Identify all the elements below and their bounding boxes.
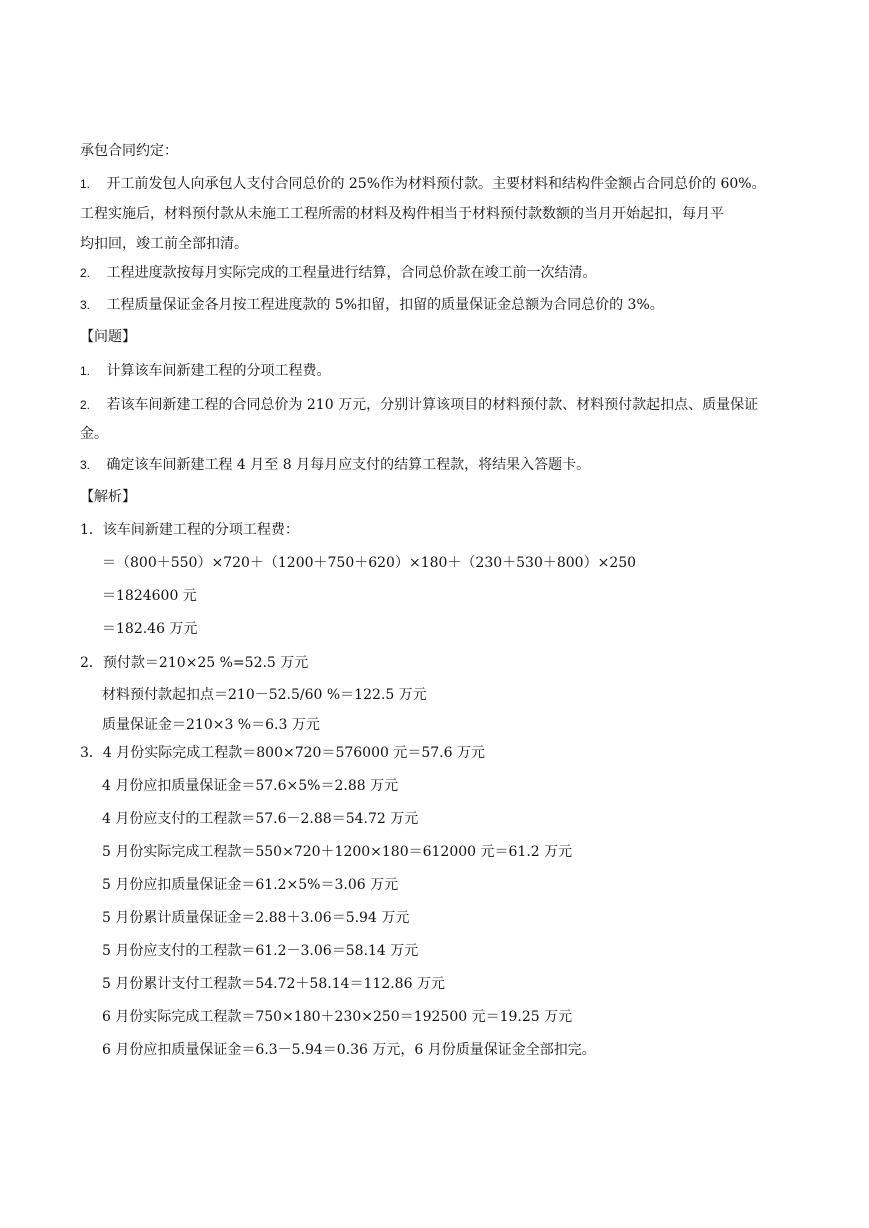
contract-item-3 (80, 295, 800, 315)
analysis-line: 6 月份应扣质量保证金＝6.3－5.94＝0.36 万元，6 月份质量保证金全部扣完。 (102, 1042, 596, 1058)
list-number: 1. (80, 364, 91, 378)
analysis-heading: 【解析】 (80, 489, 136, 505)
analysis-line: ＝（800＋550）×720＋（1200＋750＋620）×180＋（230＋530＋800）×250 (102, 555, 637, 571)
analysis-line: 材料预付款起扣点＝210－52.5/60 %＝122.5 万元 (102, 687, 427, 703)
list-text: 若该车间新建工程的合同总价为 210 万元，分别计算该项目的材料预付款、材料预付款起扣点、质量保证 (106, 397, 759, 413)
contract-heading: 承包合同约定： (80, 143, 178, 159)
list-text: 开工前发包人向承包人支付合同总价的 25%作为材料预付款。主要材料和结构件金额占合同总价的 60%。 (106, 176, 766, 192)
contract-item-1 (80, 174, 800, 194)
list-number: 3. (80, 458, 91, 472)
analysis-line: 5 月份累计质量保证金＝2.88＋3.06＝5.94 万元 (102, 910, 410, 926)
questions-heading: 【问题】 (80, 329, 136, 345)
list-text: 工程质量保证金各月按工程进度款的 5%扣留，扣留的质量保证金总额为合同总价的 3%。 (106, 297, 664, 313)
contract-item-1-cont-1: 工程实施后，材料预付款从未施工工程所需的材料及构件相当于材料预付款数额的当月开始起扣，每月平 (80, 206, 724, 222)
list-number: 2. (80, 266, 91, 280)
analysis-line: 1．该车间新建工程的分项工程费： (80, 522, 299, 538)
analysis-line: 6 月份实际完成工程款＝750×180＋230×250＝192500 元＝19.25 万元 (102, 1009, 573, 1025)
analysis-line: 4 月份应支付的工程款＝57.6－2.88＝54.72 万元 (102, 811, 419, 827)
list-text: 确定该车间新建工程 4 月至 8 月每月应支付的结算工程款，将结果入答题卡。 (106, 457, 591, 473)
list-text: 工程进度款按每月实际完成的工程量进行结算，合同总价款在竣工前一次结清。 (106, 265, 597, 281)
analysis-line: 质量保证金＝210×3 %＝6.3 万元 (102, 717, 320, 733)
question-2 (80, 395, 800, 415)
contract-item-2 (80, 263, 800, 283)
list-number: 2. (80, 398, 91, 412)
analysis-line: ＝182.46 万元 (102, 621, 198, 637)
question-2-cont: 金。 (80, 426, 108, 442)
analysis-line: ＝1824600 元 (102, 588, 197, 604)
list-number: 1. (80, 177, 91, 191)
list-text: 计算该车间新建工程的分项工程费。 (106, 363, 331, 379)
analysis-line: 3．4 月份实际完成工程款＝800×720＝576000 元＝57.6 万元 (80, 745, 485, 761)
question-3 (80, 455, 800, 475)
analysis-line: 2．预付款＝210×25 %=52.5 万元 (80, 655, 309, 671)
analysis-line: 5 月份应支付的工程款＝61.2－3.06＝58.14 万元 (102, 943, 419, 959)
contract-item-1-cont-2: 均扣回，竣工前全部扣清。 (80, 236, 248, 252)
analysis-line: 4 月份应扣质量保证金＝57.6×5%＝2.88 万元 (102, 778, 399, 794)
analysis-line: 5 月份实际完成工程款＝550×720＋1200×180＝612000 元＝61.2 万元 (102, 844, 573, 860)
list-number: 3. (80, 298, 91, 312)
analysis-line: 5 月份累计支付工程款＝54.72＋58.14＝112.86 万元 (102, 976, 445, 992)
question-1 (80, 361, 800, 381)
analysis-line: 5 月份应扣质量保证金＝61.2×5%＝3.06 万元 (102, 877, 399, 893)
